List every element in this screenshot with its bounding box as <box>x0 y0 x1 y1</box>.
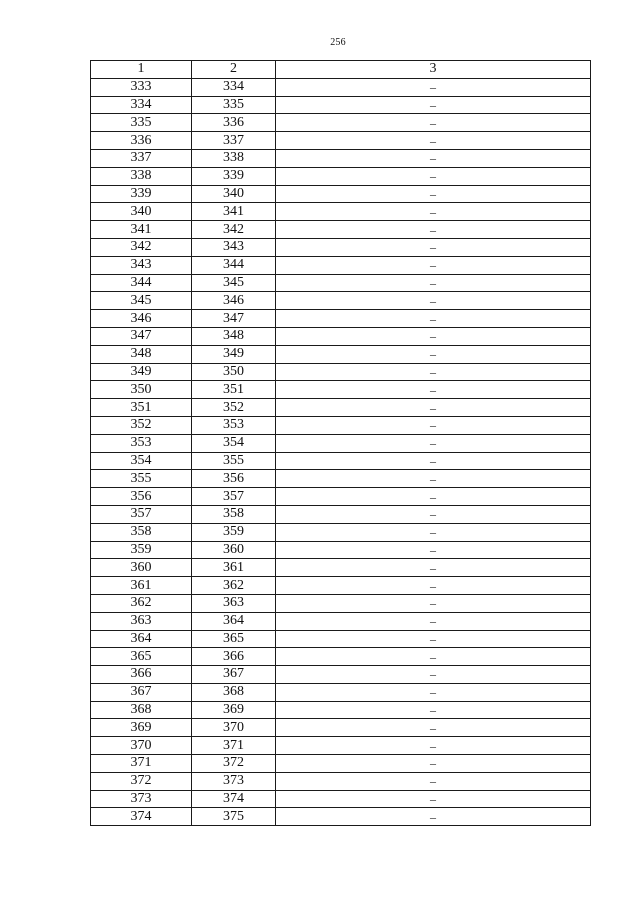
table-cell-col2: 357 <box>192 488 276 506</box>
table-cell-col3: – <box>276 203 591 221</box>
table-cell-col2: 360 <box>192 541 276 559</box>
table-row <box>91 541 591 559</box>
table-cell-col1: 353 <box>91 434 192 452</box>
table-row <box>91 434 591 452</box>
table-cell-col3: – <box>276 488 591 506</box>
table-row <box>91 737 591 755</box>
table-cell-col2: 336 <box>192 114 276 132</box>
table-cell-col2: 355 <box>192 452 276 470</box>
table-cell-col1: 367 <box>91 683 192 701</box>
table-cell-col2: 350 <box>192 363 276 381</box>
table-cell-col2: 348 <box>192 327 276 345</box>
table-cell-col3: – <box>276 132 591 150</box>
table-cell-col1: 344 <box>91 274 192 292</box>
table-cell-col2: 334 <box>192 78 276 96</box>
table-cell-col3: – <box>276 630 591 648</box>
table-cell-col3: – <box>276 559 591 577</box>
table-cell-col2: 346 <box>192 292 276 310</box>
table-cell-col2: 362 <box>192 577 276 595</box>
table-cell-col3: – <box>276 648 591 666</box>
table-cell-col2: 345 <box>192 274 276 292</box>
table-cell-col1: 357 <box>91 505 192 523</box>
table-row <box>91 310 591 328</box>
table-row <box>91 577 591 595</box>
table-row <box>91 612 591 630</box>
table-cell-col2: 343 <box>192 238 276 256</box>
table-cell-col2: 375 <box>192 808 276 826</box>
table-cell-col1: 342 <box>91 238 192 256</box>
table-cell-col2: 344 <box>192 256 276 274</box>
table-row <box>91 114 591 132</box>
table-row <box>91 666 591 684</box>
table-cell-col3: – <box>276 772 591 790</box>
table-cell-col3: – <box>276 683 591 701</box>
table-cell-col1: 370 <box>91 737 192 755</box>
table-cell-col1: 343 <box>91 256 192 274</box>
table-cell-col1: 348 <box>91 345 192 363</box>
table-cell-col1: 361 <box>91 577 192 595</box>
table-cell-col2: 337 <box>192 132 276 150</box>
table-cell-col1: 374 <box>91 808 192 826</box>
table-cell-col1: 372 <box>91 772 192 790</box>
table-cell-col2: 339 <box>192 167 276 185</box>
table-cell-col1: 363 <box>91 612 192 630</box>
table-cell-col1: 340 <box>91 203 192 221</box>
table-cell-col3: – <box>276 434 591 452</box>
table-cell-col2: 335 <box>192 96 276 114</box>
table-cell-col2: 340 <box>192 185 276 203</box>
table-cell-col3: – <box>276 737 591 755</box>
table-cell-col2: 368 <box>192 683 276 701</box>
table-cell-col1: 346 <box>91 310 192 328</box>
table-cell-col3: – <box>276 78 591 96</box>
table-cell-col2: 374 <box>192 790 276 808</box>
table-cell-col2: 342 <box>192 221 276 239</box>
table-cell-col1: 334 <box>91 96 192 114</box>
table-row <box>91 683 591 701</box>
table-row <box>91 256 591 274</box>
table-row <box>91 132 591 150</box>
table-row <box>91 96 591 114</box>
table-cell-col3: – <box>276 114 591 132</box>
page-number: 256 <box>330 37 346 48</box>
table-row <box>91 559 591 577</box>
table-cell-col2: 369 <box>192 701 276 719</box>
table-row <box>91 149 591 167</box>
table-cell-col3: – <box>276 452 591 470</box>
table-cell-col3: – <box>276 399 591 417</box>
table-cell-col2: 370 <box>192 719 276 737</box>
table-cell-col2: 367 <box>192 666 276 684</box>
table-row <box>91 505 591 523</box>
table-cell-col3: – <box>276 221 591 239</box>
table-cell-col3: – <box>276 149 591 167</box>
table-cell-col1: 352 <box>91 416 192 434</box>
table-cell-col1: 366 <box>91 666 192 684</box>
column-header-1: 1 <box>91 61 192 79</box>
table-cell-col2: 352 <box>192 399 276 417</box>
table-cell-col1: 333 <box>91 78 192 96</box>
table-cell-col3: – <box>276 363 591 381</box>
table-cell-col3: – <box>276 808 591 826</box>
table-cell-col3: – <box>276 310 591 328</box>
table-cell-col1: 359 <box>91 541 192 559</box>
table-cell-col1: 355 <box>91 470 192 488</box>
table-cell-col1: 371 <box>91 755 192 773</box>
table-row <box>91 416 591 434</box>
table-row <box>91 755 591 773</box>
table-row <box>91 523 591 541</box>
table-row <box>91 221 591 239</box>
table-cell-col3: – <box>276 505 591 523</box>
table-row <box>91 238 591 256</box>
table-cell-col3: – <box>276 256 591 274</box>
table-cell-col2: 371 <box>192 737 276 755</box>
table-cell-col2: 351 <box>192 381 276 399</box>
table-cell-col1: 341 <box>91 221 192 239</box>
table-row <box>91 203 591 221</box>
table-cell-col2: 365 <box>192 630 276 648</box>
table-cell-col1: 356 <box>91 488 192 506</box>
table-cell-col1: 351 <box>91 399 192 417</box>
table-cell-col2: 366 <box>192 648 276 666</box>
table-cell-col1: 345 <box>91 292 192 310</box>
table-cell-col1: 338 <box>91 167 192 185</box>
table-cell-col3: – <box>276 327 591 345</box>
table-row <box>91 345 591 363</box>
table-cell-col2: 341 <box>192 203 276 221</box>
table-cell-col3: – <box>276 701 591 719</box>
table-row <box>91 701 591 719</box>
table-cell-col1: 362 <box>91 594 192 612</box>
table-cell-col3: – <box>276 185 591 203</box>
table-cell-col1: 336 <box>91 132 192 150</box>
table-cell-col1: 349 <box>91 363 192 381</box>
table-cell-col2: 356 <box>192 470 276 488</box>
table-cell-col3: – <box>276 523 591 541</box>
table-row <box>91 594 591 612</box>
table-cell-col3: – <box>276 577 591 595</box>
table-body <box>91 61 591 826</box>
table-cell-col3: – <box>276 96 591 114</box>
table-cell-col2: 349 <box>192 345 276 363</box>
table-row <box>91 790 591 808</box>
table-cell-col1: 350 <box>91 381 192 399</box>
data-table <box>90 60 591 826</box>
table-row <box>91 292 591 310</box>
table-row <box>91 488 591 506</box>
table-cell-col3: – <box>276 666 591 684</box>
table-row <box>91 274 591 292</box>
table-cell-col2: 364 <box>192 612 276 630</box>
table-row <box>91 772 591 790</box>
table-cell-col3: – <box>276 594 591 612</box>
table-row <box>91 808 591 826</box>
table-row <box>91 381 591 399</box>
table-cell-col2: 358 <box>192 505 276 523</box>
table-row <box>91 452 591 470</box>
table-cell-col1: 364 <box>91 630 192 648</box>
table-cell-col3: – <box>276 790 591 808</box>
table-cell-col3: – <box>276 167 591 185</box>
table-cell-col2: 353 <box>192 416 276 434</box>
table-cell-col2: 347 <box>192 310 276 328</box>
table-cell-col3: – <box>276 381 591 399</box>
table-cell-col1: 368 <box>91 701 192 719</box>
table-row <box>91 78 591 96</box>
table-cell-col3: – <box>276 755 591 773</box>
table-cell-col3: – <box>276 612 591 630</box>
table-cell-col1: 337 <box>91 149 192 167</box>
table-cell-col2: 373 <box>192 772 276 790</box>
table-row <box>91 167 591 185</box>
table-cell-col3: – <box>276 292 591 310</box>
table-row <box>91 185 591 203</box>
table-row <box>91 363 591 381</box>
table-cell-col2: 363 <box>192 594 276 612</box>
table-cell-col3: – <box>276 238 591 256</box>
table-cell-col2: 354 <box>192 434 276 452</box>
table-cell-col1: 347 <box>91 327 192 345</box>
table-cell-col3: – <box>276 719 591 737</box>
table-cell-col2: 359 <box>192 523 276 541</box>
table-cell-col1: 365 <box>91 648 192 666</box>
table-row <box>91 327 591 345</box>
table-row <box>91 399 591 417</box>
table-cell-col1: 358 <box>91 523 192 541</box>
table-cell-col3: – <box>276 541 591 559</box>
table-cell-col2: 338 <box>192 149 276 167</box>
table-cell-col3: – <box>276 345 591 363</box>
column-header-3: 3 <box>276 61 591 79</box>
table-cell-col1: 339 <box>91 185 192 203</box>
table-cell-col1: 369 <box>91 719 192 737</box>
table-cell-col3: – <box>276 274 591 292</box>
table-cell-col2: 361 <box>192 559 276 577</box>
table-cell-col1: 373 <box>91 790 192 808</box>
table-row <box>91 470 591 488</box>
table-cell-col1: 335 <box>91 114 192 132</box>
table-cell-col3: – <box>276 416 591 434</box>
column-header-2: 2 <box>192 61 276 79</box>
table-row <box>91 648 591 666</box>
table-header-row <box>91 61 591 79</box>
table-cell-col1: 354 <box>91 452 192 470</box>
table-cell-col3: – <box>276 470 591 488</box>
table-cell-col2: 372 <box>192 755 276 773</box>
table-cell-col1: 360 <box>91 559 192 577</box>
table-row <box>91 719 591 737</box>
table-row <box>91 630 591 648</box>
